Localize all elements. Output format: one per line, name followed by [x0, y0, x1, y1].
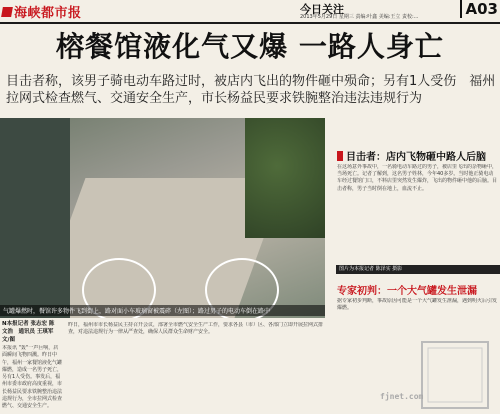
right-column-heading: 目击者：店内飞物砸中路人后脑 — [337, 148, 486, 163]
article-body: 昨日，福州市市长杨益民主持召开会议，部署全市燃气安全生产工作，要求各县（市）区、各部门立即开展拉网式排查，对违法违规行为一律从严查处，确保人民群众生命财产安全。 — [68, 322, 324, 336]
news-photo — [0, 118, 325, 318]
logo-mark-icon — [1, 7, 13, 17]
photo-credit: 图片为本报记者 陈泽实 摄影 — [336, 265, 500, 274]
article-lead: 本报讯 "轰"一声巨响，店面瞬间飞物四溅。昨日中午，福州一家餐馆液化气罐爆燃，造成一名男子死亡，另有1人受伤。事发后，福州市委市政府高度重视，市长杨益民要求铁腕整治违法违规行为，全市拉网式检查燃气、交通安全生产。 — [2, 345, 62, 410]
masthead-bar — [0, 0, 500, 24]
logo-text: 海峡都市报 — [14, 6, 82, 21]
photo-tree — [245, 118, 325, 238]
date-line: 2013年5月29日 星期三 责编:叶鑫 美编:王立 责校:... — [300, 14, 419, 20]
heading-bar-icon — [337, 151, 343, 161]
headline: 榕餐馆液化气又爆 一路人身亡 — [56, 30, 444, 63]
photo-building — [0, 118, 70, 318]
page-code: A03 — [460, 0, 498, 18]
right-column-body: 在这场意外事故中，一名骑电动车路过的男子，被店里飞出的杂物砸中，当场死亡。记者了解到，这名男子姓林，今年40多岁。当时他正骑电动车经过餐馆门口，不料店里突然发生爆炸，飞出的物件砸中他的后脑。目击者称，男子当时倒在地上，血流不止。 — [337, 164, 497, 192]
byline: N本报记者 张志宏 陈文浩 通讯员 王琪军 文/图 — [2, 321, 55, 343]
expert-heading: 专家初判：一个大气罐发生泄漏 — [337, 286, 477, 297]
section-title: 今日关注 — [300, 3, 344, 16]
expert-body: 据专家初步判断，事故原因可能是一个大气罐发生泄漏，遇到明火后引发爆燃。 — [337, 298, 497, 312]
watermark-text: fjnet.com — [380, 392, 424, 401]
watermark-stamp-icon — [420, 340, 490, 410]
newspaper-logo — [2, 2, 82, 21]
photo-caption: 气罐爆燃时，餐馆许多物件飞到街上，路对面小车玻璃窗被震碎（左图）；路过男子的电动车倒在路中 — [0, 305, 325, 316]
subhead: 目击者称，该男子骑电动车路过时，被店内飞出的物件砸中殒命；另有1人受伤 福州拉网式检查燃气、交通安全生产，市长杨益民要求铁腕整治违法违规行为 — [6, 74, 496, 106]
